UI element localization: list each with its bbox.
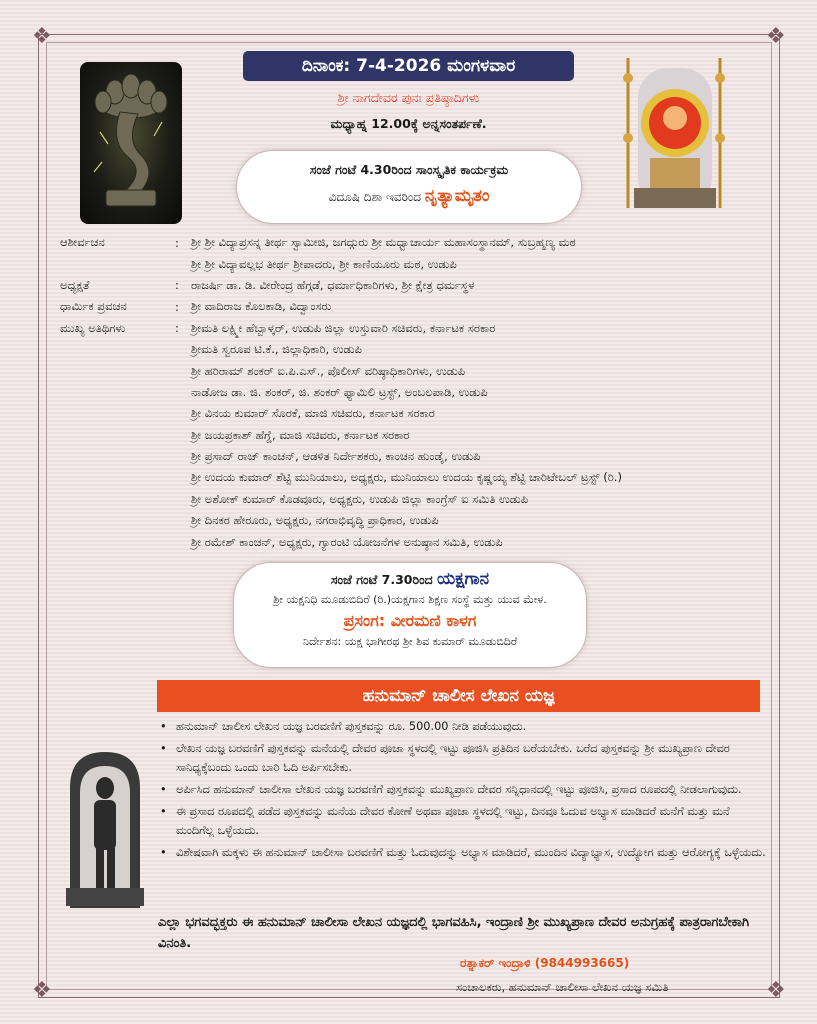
guest-label: [60, 467, 175, 488]
organizer-contact: [460, 956, 629, 971]
guest-colon: :: [175, 321, 179, 336]
guest-label: [60, 382, 175, 403]
guest-label: [60, 253, 175, 274]
guest-colon: [175, 531, 191, 552]
performer-text: ವಿದೂಷಿ ದಿಶಾ ಇವರಿಂದ: [328, 190, 421, 204]
guest-label: [60, 510, 175, 531]
guest-label: [60, 489, 175, 510]
yakshagana-title: ಯಕ್ಷಗಾನ: [437, 569, 490, 589]
guest-label: [60, 531, 175, 552]
guest-row: [60, 531, 622, 552]
guest-row: [60, 425, 622, 446]
instruction-item: • ಲೇಖನ ಯಜ್ಞ ಬರವಣಿಗೆ ಪುಸ್ತಕವನ್ನು ಮನೆಯಲ್ಲಿ ದೇವರ ಪೂಜಾ ಸ್ಥಳದಲ್ಲಿ ಇಟ್ಟು ಪೂಜಿಸಿ ಪ್ರತಿದಿನ ಬರೆಯಬೇಕು. ಬರೆದ ಪುಸ್ತಕವನ್ನು ಶ್ರೀ ಮುಖ್ಯಪ್ರಾಣ ದೇವರ ಸಾನಿಧ್ಯಕ್ಕೆಬಂದು ಒಂದು ಬಾರಿ ಓದಿ ಅರ್ಪಿಸಬೇಕು.: [158, 739, 770, 777]
appeal-text: ಎಲ್ಲಾ ಭಗವದ್ಭಕ್ತರು ಈ ಹನುಮಾನ್ ಚಾಲೀಸಾ ಲೇಖನ ಯಜ್ಞದಲ್ಲಿ ಭಾಗವಹಿಸಿ, ಇಂದ್ರಾಣಿ ಶ್ರೀ ಮುಖ್ಯಪ್ರಾಣ ದೇವರ ಅನುಗ್ರಹಕ್ಕೆ ಪಾತ್ರರಾಗಬೇಕಾಗಿ ವಿನಂತಿ.: [158, 915, 750, 951]
instruction-item: • ಅರ್ಪಿಸಿದ ಹನುಮಾನ್ ಚಾಲೀಸಾ ಲೇಖನ ಯಜ್ಞ ಬರವಣಿಗೆ ಪುಸ್ತಕವನ್ನು ಮುಖ್ಯಪ್ರಾಣ ದೇವರ ಸನ್ನಿಧಾನದಲ್ಲಿ ಇಟ್ಟು ಪೂಜಿಸಿ, ಪ್ರಸಾದ ರೂಪದಲ್ಲಿ ನೀಡಲಾಗುವುದು.: [158, 780, 770, 799]
guest-row: [60, 489, 622, 510]
guest-row: [60, 403, 622, 424]
lunch-line: ಮಧ್ಯಾಹ್ನ 12.00ಕ್ಕೆ ಅನ್ನಸಂತರ್ಪಣೆ.: [330, 116, 487, 131]
guest-colon: [175, 446, 191, 467]
guest-value: ಶ್ರೀ ವಾದಿರಾಜ ಕೊಲಕಾಡಿ, ವಿದ್ವಾಂಸರು: [191, 299, 332, 314]
corner-ornament-icon: ❖: [32, 24, 52, 49]
guest-row: [60, 253, 622, 274]
corner-ornament-icon: ❖: [766, 24, 786, 49]
guest-row: [60, 446, 622, 467]
naga-deity-photo: [80, 62, 182, 224]
guest-label: ಆಶೀರ್ವಚನ: [60, 235, 105, 250]
event-title: ಶ್ರೀ ನಾಗದೇವರ ಪುನಃ ಪ್ರತಿಷ್ಠಾದಿಗಳು: [337, 90, 480, 105]
guest-colon: :: [175, 235, 179, 250]
prasanga-line: ಪ್ರಸಂಗ: ವೀರಮಣಿ ಕಾಳಗ: [343, 611, 477, 630]
guest-value: ಶ್ರೀ ಉದಯ ಕುಮಾರ್ ಶೆಟ್ಟಿ ಮುನಿಯಾಲು, ಅಧ್ಯಕ್ಷರು, ಮುನಿಯಾಲು ಉದಯ ಕೃಷ್ಣಯ್ಯ ಶೆಟ್ಟಿ ಚಾರಿಟೇಬಲ್ ಟ್ರಸ್ಟ್ (ರಿ.): [191, 470, 622, 485]
guest-colon: [175, 489, 191, 510]
chalisa-instructions: [158, 717, 770, 865]
guest-value: ರಾಜರ್ಷಿ ಡಾ. ಡಿ. ವೀರೇಂದ್ರ ಹೆಗ್ಗಡೆ, ಧರ್ಮಾಧಿಕಾರಿಗಳು, ಶ್ರೀ ಕ್ಷೇತ್ರ ಧರ್ಮಸ್ಥಳ: [191, 277, 475, 292]
guest-value: ಶ್ರೀ ಶ್ರೀ ವಿದ್ಯಾವಲ್ಲಭ ತೀರ್ಥ ಶ್ರೀಪಾದರು, ಶ್ರೀ ಕಾಣಿಯೂರು ಮಠ, ಉಡುಪಿ: [191, 256, 457, 271]
guest-colon: :: [175, 278, 179, 293]
instruction-item: • ವಿಶೇಷವಾಗಿ ಮಕ್ಕಳು ಈ ಹನುಮಾನ್ ಚಾಲೀಸಾ ಬರವಣಿಗೆ ಮತ್ತು ಓದುವುದನ್ನು ಅಭ್ಯಾಸ ಮಾಡಿದರೆ, ಮುಂದಿನ ವಿದ್ಯಾಭ್ಯಾಸ, ಉದ್ಯೋಗ ಮತ್ತು ಆರೋಗ್ಯಕ್ಕೆ ಒಳ್ಳೆಯದು.: [158, 843, 770, 862]
dance-title: ನೃತ್ಯಾಮೃತಂ: [424, 186, 490, 206]
guest-label: [60, 339, 175, 360]
troupe-line: ಶ್ರೀ ಯಕ್ಷನಿಧಿ ಮೂಡುಬಿದಿರೆ (ರಿ.)ಯಕ್ಷಗಾನ ಶಿಕ್ಷಣ ಸಂಸ್ಥೆ ಮತ್ತು ಯುವ ಮೇಳ.: [273, 593, 547, 606]
guest-value: ಶ್ರೀಮತಿ ಸ್ವರೂಪ ಟಿ.ಕೆ., ಜಿಲ್ಲಾಧಿಕಾರಿ, ಉಡುಪಿ: [191, 342, 362, 357]
guest-value: ಶ್ರೀಮತಿ ಲಕ್ಷ್ಮೀ ಹೆಬ್ಬಾಳ್ಕರ್, ಉಡುಪಿ ಜಿಲ್ಲಾ ಉಸ್ತುವಾರಿ ಸಚಿವರು, ಕರ್ನಾಟಕ ಸರಕಾರ: [191, 320, 496, 335]
guest-row: [60, 467, 622, 488]
guest-label: [60, 360, 175, 381]
cultural-programme-box: [236, 150, 582, 224]
instruction-item: • ಈ ಪ್ರಸಾದ ರೂಪದಲ್ಲಿ ಪಡೆದ ಪುಸ್ತಕವನ್ನು ಮನೆಯ ದೇವರ ಕೋಣೆ ಅಥವಾ ಪೂಜಾ ಸ್ಥಳದಲ್ಲಿ ಇಟ್ಟು, ದಿನವೂ ಓದುವ ಅಭ್ಯಾಸ ಮಾಡಿದರೆ ಮನೆಗೆ ಮತ್ತು ಮನೆ ಮಂದಿಗೆಲ್ಲ ಒಳ್ಳೆಯದು.: [158, 802, 770, 840]
guest-value: ಶ್ರೀ ದಿನಕರ ಹೇರೂರು, ಅಧ್ಯಕ್ಷರು, ನಗರಾಭಿವೃದ್ಧಿ ಪ್ರಾಧಿಕಾರ, ಉಡುಪಿ: [191, 513, 439, 528]
guest-row: [60, 318, 622, 339]
guest-colon: [175, 425, 191, 446]
guest-colon: [175, 403, 191, 424]
guest-row: [60, 360, 622, 381]
guest-label: ಮುಖ್ಯ ಅತಿಥಿಗಳು: [60, 320, 126, 335]
guest-colon: [175, 382, 191, 403]
guest-value: ಶ್ರೀ ಹರಿರಾಮ್ ಶಂಕರ್ ಐ.ಪಿ.ಎಸ್., ಪೊಲೀಸ್ ವರಿಷ್ಠಾಧಿಕಾರಿಗಳು, ಉಡುಪಿ: [191, 363, 466, 378]
corner-ornament-icon: ❖: [32, 978, 52, 1003]
organizer-phone: (9844993665): [534, 956, 630, 970]
director-line: ನಿರ್ದೇಶನ: ಯಕ್ಷ ಭಾಗೀರಥ ಶ್ರೀ ಶಿವ ಕುಮಾರ್ ಮೂಡುಬಿದಿರೆ: [302, 635, 518, 648]
instruction-item: • ಹನುಮಾನ್ ಚಾಲೀಸ ಲೇಖನ ಯಜ್ಞ ಬರವಣಿಗೆ ಪುಸ್ತಕವನ್ನು ರೂ. 500.00 ನೀಡಿ ಪಡೆಯುವುದು.: [158, 717, 770, 736]
hanuman-idol-photo: [60, 748, 150, 908]
guest-colon: :: [175, 299, 179, 314]
guest-row: [60, 382, 622, 403]
guest-value: ಶ್ರೀ ಜಯಪ್ರಕಾಶ್ ಹೆಗ್ಡೆ, ಮಾಜಿ ಸಚಿವರು, ಕರ್ನಾಟಕ ಸರಕಾರ: [191, 427, 410, 442]
guest-row: [60, 339, 622, 360]
guest-value: ನಾಡೋಜ ಡಾ. ಜಿ. ಶಂಕರ್, ಜಿ. ಶಂಕರ್ ಫ್ಯಾಮಿಲಿ ಟ್ರಸ್ಟ್, ಅಂಬಲಪಾಡಿ, ಉಡುಪಿ: [191, 384, 488, 399]
date-banner: ದಿನಾಂಕ: 7-4-2026 ಮಂಗಳವಾರ: [243, 51, 574, 81]
guest-row: [60, 510, 622, 531]
guest-label: [60, 403, 175, 424]
guest-list: [60, 232, 622, 553]
guest-row: [60, 275, 622, 296]
guest-colon: [175, 253, 191, 274]
guest-label: [60, 425, 175, 446]
guest-label: ಧಾರ್ಮಿಕ ಪ್ರವಚನ: [60, 299, 127, 314]
yakshagana-time: ಸಂಜೆ ಗಂಟೆ 7.30ರಿಂದ: [330, 572, 433, 587]
guest-colon: [175, 510, 191, 531]
yakshagana-box: [233, 562, 587, 668]
organizer-name: ರತ್ನಾಕರ್ ಇಂದ್ರಾಳಿ: [460, 956, 531, 970]
guest-value: ಶ್ರೀ ಅಶೋಕ್ ಕುಮಾರ್ ಕೊಡವೂರು, ಅಧ್ಯಕ್ಷರು, ಉಡುಪಿ ಜಿಲ್ಲಾ ಕಾಂಗ್ರೆಸ್ ಐ ಸಮಿತಿ ಉಡುಪಿ: [191, 491, 529, 506]
guest-value: ಶ್ರೀ ಶ್ರೀ ವಿದ್ಯಾಪ್ರಸನ್ನ ತೀರ್ಥ ಸ್ವಾಮೀಜಿ, ಜಗದ್ಗುರು ಶ್ರೀ ಮಧ್ವಾಚಾರ್ಯ ಮಹಾಸಂಸ್ಥಾನಮ್, ಸುಬ್ರಹ್ಮಣ್ಯ ಮಠ: [191, 235, 576, 250]
guest-value: ಶ್ರೀ ರಮೇಶ್ ಕಾಂಚನ್, ಅಧ್ಯಕ್ಷರು, ಗ್ಯಾರಂಟಿ ಯೋಜನೆಗಳ ಅನುಷ್ಠಾನ ಸಮಿತಿ, ಉಡುಪಿ: [191, 534, 503, 549]
organizer-role: ಸಂಚಾಲಕರು, ಹನುಮಾನ್ ಚಾಲೀಸಾ ಲೇಖನ ಯಜ್ಞ ಸಮಿತಿ: [456, 980, 669, 994]
guest-value: ಶ್ರೀ ವಿನಯ ಕುಮಾರ್ ಸೊರಕೆ, ಮಾಜಿ ಸಚಿವರು, ಕರ್ನಾಟಕ ಸರಕಾರ: [191, 406, 435, 421]
devi-deity-photo: [620, 58, 730, 220]
corner-ornament-icon: ❖: [766, 978, 786, 1003]
guest-colon: [175, 467, 191, 488]
guest-colon: [175, 339, 191, 360]
guest-value: ಶ್ರೀ ಪ್ರಸಾದ್ ರಾಜ್ ಕಾಂಚನ್, ಆಡಳಿತ ನಿರ್ದೇಶಕರು, ಕಾಂಚನ ಹುಂಡೈ, ಉಡುಪಿ: [191, 449, 481, 464]
chalisa-banner: ಹನುಮಾನ್ ಚಾಲೀಸ ಲೇಖನ ಯಜ್ಞ: [157, 680, 760, 712]
guest-row: [60, 296, 622, 317]
guest-colon: [175, 360, 191, 381]
guest-row: [60, 232, 622, 253]
guest-label: [60, 446, 175, 467]
cultural-time-line: ಸಂಜೆ ಗಂಟೆ 4.30ರಿಂದ ಸಾಂಸ್ಕೃತಿಕ ಕಾರ್ಯಕ್ರಮ: [309, 162, 509, 177]
guest-label: ಅಧ್ಯಕ್ಷತೆ: [60, 277, 90, 292]
